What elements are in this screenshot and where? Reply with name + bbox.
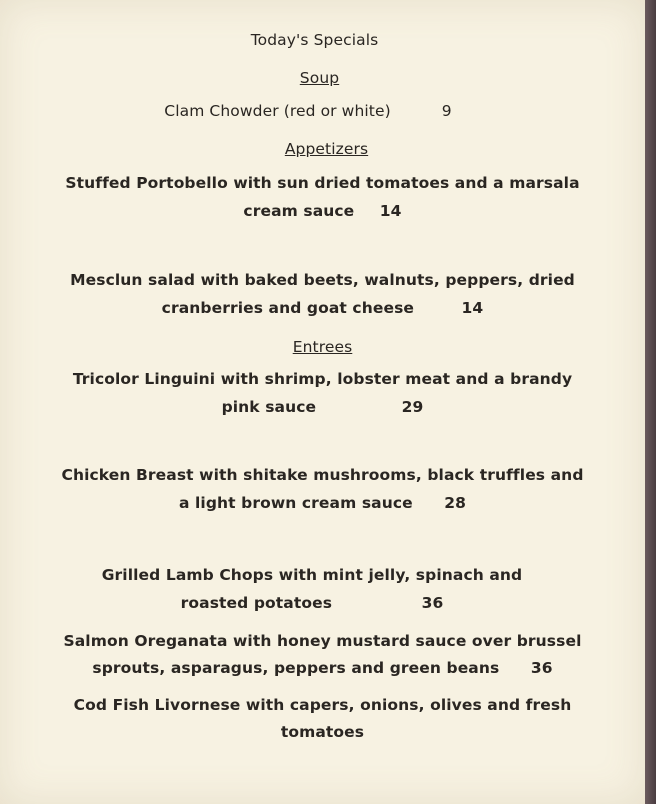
menu-item-chicken-line2 [0,494,645,512]
menu-item-portobello-line1: Stuffed Portobello with sun dried tomatoes and a marsala [65,174,580,192]
item-name: Clam Chowder (red or white) [164,102,391,120]
menu-item-chicken-line1: Chicken Breast with shitake mushrooms, black truffles and [61,466,584,484]
menu-item-linguini-line1: Tricolor Linguini with shrimp, lobster meat and a brandy [72,370,573,388]
menu-item-mesclun-line2 [0,299,645,317]
item-price: 14 [379,202,402,220]
item-name: roasted potatoes [180,594,333,612]
section-heading-appetizers: Appetizers [284,140,369,158]
menu-item-lamb-line1: Grilled Lamb Chops with mint jelly, spinach and [101,566,523,584]
item-price: 9 [441,102,452,120]
item-name: a light brown cream sauce [178,494,413,512]
item-price: 14 [461,299,484,317]
item-name: cream sauce [243,202,355,220]
menu-item-linguini-line2 [0,398,645,416]
menu-item-salmon-line1: Salmon Oreganata with honey mustard sauce over brussel [63,632,582,650]
menu-item-cod-line2: tomatoes [280,723,365,741]
menu-title: Today's Specials [250,31,379,49]
menu-item-cod-line1: Cod Fish Livornese with capers, onions, olives and fresh [73,696,572,714]
section-heading-entrees: Entrees [292,338,353,356]
section-heading-soup: Soup [299,69,340,87]
menu-item-portobello-line2 [0,202,645,220]
item-name: sprouts, asparagus, peppers and green beans [92,659,500,677]
menu-item-salmon-line2 [0,659,645,677]
item-price: 36 [421,594,444,612]
menu-item-mesclun-line1: Mesclun salad with baked beets, walnuts, peppers, dried [70,271,575,289]
menu-item-clam-chowder [28,102,588,120]
item-name: cranberries and goat cheese [161,299,415,317]
menu-item-lamb-line2 [22,594,602,612]
item-price: 28 [444,494,467,512]
item-price: 36 [530,659,553,677]
item-name: pink sauce [221,398,317,416]
page-edge [645,0,656,804]
item-price: 29 [401,398,424,416]
